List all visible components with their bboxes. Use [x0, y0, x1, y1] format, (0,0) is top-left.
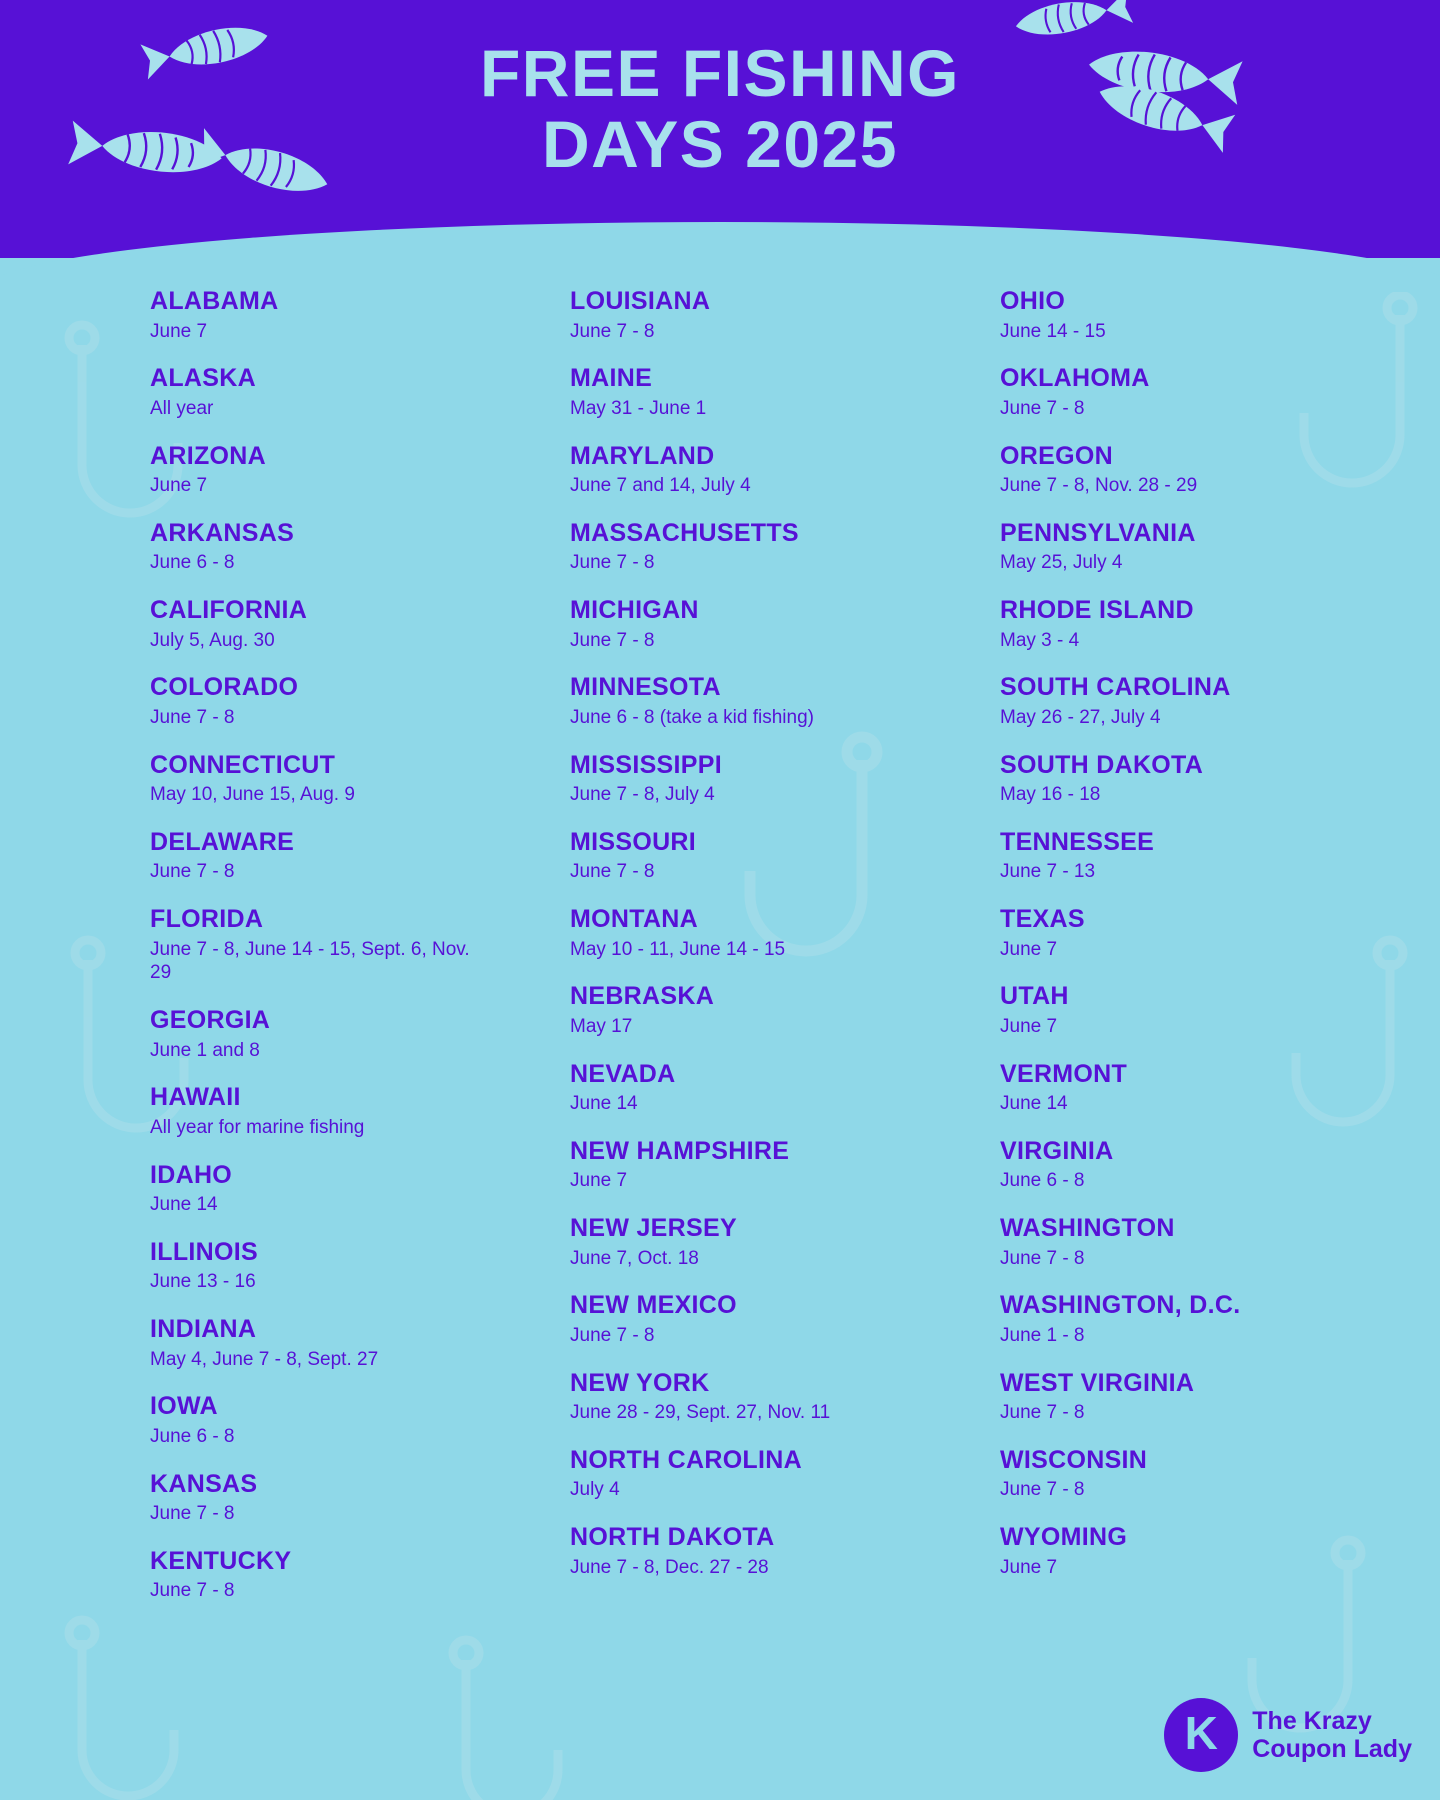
state-dates: June 6 - 8 (take a kid fishing) — [570, 706, 814, 728]
list-item — [570, 983, 915, 1038]
state-dates: June 7 — [570, 1170, 628, 1192]
state-dates: June 7 and 14, July 4 — [570, 475, 751, 496]
list-item — [570, 674, 915, 729]
list-item — [150, 1007, 495, 1062]
state-name: NEW MEXICO — [570, 1291, 737, 1320]
state-dates: June 7 — [1000, 1015, 1058, 1037]
list-item — [570, 829, 915, 884]
state-dates: June 7 — [1000, 1556, 1058, 1578]
state-name: CALIFORNIA — [150, 596, 308, 624]
list-item — [1000, 288, 1345, 343]
state-dates: June 7 - 8 — [150, 706, 235, 728]
state-dates: June 7 - 8, Dec. 27 - 28 — [570, 1556, 769, 1578]
list-item — [150, 597, 495, 652]
state-dates: June 7 - 8 — [570, 552, 655, 574]
state-name: ILLINOIS — [150, 1237, 258, 1266]
title-line-2: DAYS 2025 — [542, 107, 898, 182]
state-dates: June 7 - 8 — [150, 861, 235, 883]
column-2 — [570, 288, 915, 1625]
list-item — [150, 365, 495, 420]
page-title — [0, 38, 1440, 181]
list-item — [570, 1370, 915, 1425]
list-item — [1000, 829, 1345, 884]
state-dates: May 31 - June 1 — [570, 397, 707, 419]
state-name: MAINE — [570, 364, 653, 393]
state-dates: June 14 — [1000, 1093, 1068, 1114]
state-name: NORTH CAROLINA — [570, 1445, 802, 1474]
state-dates: June 14 - 15 — [1000, 320, 1106, 342]
list-item — [150, 443, 495, 498]
state-name: NEW HAMPSHIRE — [570, 1136, 790, 1165]
state-name: HAWAII — [150, 1083, 241, 1112]
brand-logo — [1164, 1698, 1412, 1772]
poster-header — [0, 0, 1440, 258]
state-name: OKLAHOMA — [1000, 364, 1150, 393]
list-item — [570, 1215, 915, 1270]
state-name: MARYLAND — [570, 441, 715, 470]
state-dates: May 26 - 27, July 4 — [1000, 706, 1161, 728]
state-name: TENNESSEE — [1000, 827, 1155, 856]
state-dates: June 6 - 8 — [1000, 1170, 1085, 1192]
state-dates: All year — [150, 397, 214, 419]
list-item — [150, 1239, 495, 1294]
state-name: NEBRASKA — [570, 982, 715, 1011]
logo-text-line-2: Coupon Lady — [1252, 1735, 1412, 1763]
list-item — [150, 1393, 495, 1448]
state-dates: July 5, Aug. 30 — [150, 629, 275, 651]
state-dates: June 7 - 8 — [150, 1580, 235, 1602]
state-name: WYOMING — [1000, 1523, 1128, 1551]
logo-text-line-1: The Krazy — [1252, 1707, 1372, 1735]
column-1 — [150, 288, 495, 1625]
state-name: IDAHO — [150, 1160, 233, 1189]
state-name: MISSISSIPPI — [570, 750, 722, 779]
state-name: MINNESOTA — [570, 673, 721, 702]
state-name: WASHINGTON, D.C. — [1000, 1291, 1241, 1320]
state-dates: June 7 - 8 — [570, 861, 655, 883]
state-name: MISSOURI — [570, 827, 697, 856]
state-name: NEVADA — [570, 1059, 676, 1088]
list-item — [150, 674, 495, 729]
state-name: NEW JERSEY — [570, 1214, 737, 1242]
list-item — [1000, 1524, 1345, 1579]
state-dates: May 10 - 11, June 14 - 15 — [570, 938, 786, 960]
state-name: MONTANA — [570, 905, 699, 933]
list-item — [150, 520, 495, 575]
state-name: ARIZONA — [150, 441, 266, 470]
state-name: COLORADO — [150, 673, 299, 702]
state-name: MICHIGAN — [570, 596, 699, 624]
state-dates: June 13 - 16 — [150, 1271, 256, 1293]
state-dates: All year for marine fishing — [150, 1116, 365, 1138]
state-dates: June 7 - 8, June 14 - 15, Sept. 6, Nov. 29 — [150, 938, 470, 984]
state-dates: June 6 - 8 — [150, 1425, 235, 1447]
state-name: FLORIDA — [150, 905, 264, 933]
list-item — [150, 288, 495, 343]
state-name: UTAH — [1000, 982, 1069, 1011]
list-item — [1000, 597, 1345, 652]
list-item — [1000, 906, 1345, 961]
list-item — [1000, 1292, 1345, 1347]
list-item — [1000, 365, 1345, 420]
state-dates: June 1 and 8 — [150, 1039, 260, 1061]
state-name: IOWA — [150, 1392, 218, 1421]
state-dates: July 4 — [570, 1479, 620, 1501]
list-item — [150, 1316, 495, 1371]
state-dates: June 7 - 8 — [1000, 397, 1085, 419]
state-dates: June 7 - 8 — [570, 629, 655, 651]
column-3 — [1000, 288, 1345, 1625]
state-dates: June 7 - 8, July 4 — [570, 784, 715, 805]
state-name: OREGON — [1000, 441, 1113, 470]
state-dates: June 7 - 13 — [1000, 861, 1096, 883]
list-item — [570, 365, 915, 420]
list-item — [150, 1084, 495, 1139]
state-dates: June 7 — [150, 475, 208, 496]
list-item — [570, 1061, 915, 1116]
state-name: GEORGIA — [150, 1006, 271, 1034]
logo-mark-icon: K — [1164, 1698, 1238, 1772]
state-dates: May 4, June 7 - 8, Sept. 27 — [150, 1348, 379, 1370]
state-dates: June 1 - 8 — [1000, 1324, 1085, 1346]
list-item — [1000, 1370, 1345, 1425]
state-name: PENNSYLVANIA — [1000, 518, 1196, 547]
state-name: CONNECTICUT — [150, 750, 336, 779]
list-item — [570, 1138, 915, 1193]
state-name: LOUISIANA — [570, 287, 711, 315]
list-item — [1000, 1138, 1345, 1193]
state-list-columns — [0, 288, 1440, 1625]
list-item — [1000, 1447, 1345, 1502]
state-name: NORTH DAKOTA — [570, 1523, 775, 1551]
list-item — [150, 1162, 495, 1217]
state-name: SOUTH DAKOTA — [1000, 750, 1204, 779]
list-item — [1000, 1061, 1345, 1116]
logo-text — [1252, 1707, 1412, 1763]
state-dates: May 17 — [570, 1015, 633, 1037]
list-item — [570, 443, 915, 498]
state-dates: June 7 - 8 — [570, 1324, 655, 1346]
state-dates: June 7 - 8 — [150, 1503, 235, 1524]
list-item — [150, 1471, 495, 1526]
list-item — [570, 597, 915, 652]
fish-icon — [1013, 0, 1133, 43]
state-dates: June 7, Oct. 18 — [570, 1247, 699, 1269]
list-item — [150, 1548, 495, 1603]
list-item — [1000, 520, 1345, 575]
state-dates: June 14 — [150, 1194, 218, 1215]
state-name: TEXAS — [1000, 905, 1085, 933]
list-item — [570, 1447, 915, 1502]
list-item — [570, 1292, 915, 1347]
state-name: RHODE ISLAND — [1000, 596, 1194, 624]
state-dates: June 7 - 8 — [1000, 1402, 1085, 1423]
state-name: KANSAS — [150, 1469, 258, 1498]
state-dates: June 7 - 8 — [1000, 1247, 1085, 1269]
title-line-1: FREE FISHING — [479, 36, 961, 110]
state-dates: May 16 - 18 — [1000, 784, 1101, 805]
state-dates: May 25, July 4 — [1000, 552, 1123, 574]
state-name: ALABAMA — [150, 287, 279, 315]
state-name: VIRGINIA — [1000, 1136, 1114, 1165]
state-name: VERMONT — [1000, 1059, 1128, 1088]
state-name: MASSACHUSETTS — [570, 518, 799, 547]
list-item — [570, 752, 915, 807]
state-dates: June 7 - 8, Nov. 28 - 29 — [1000, 475, 1198, 496]
list-item — [570, 1524, 915, 1579]
state-dates: May 10, June 15, Aug. 9 — [150, 784, 355, 805]
list-item — [570, 520, 915, 575]
list-item — [570, 288, 915, 343]
state-name: OHIO — [1000, 287, 1066, 315]
state-name: ARKANSAS — [150, 518, 295, 547]
state-name: NEW YORK — [570, 1368, 710, 1397]
state-name: ALASKA — [150, 364, 256, 393]
list-item — [1000, 674, 1345, 729]
state-dates: May 3 - 4 — [1000, 629, 1080, 651]
list-item — [1000, 983, 1345, 1038]
state-dates: June 28 - 29, Sept. 27, Nov. 11 — [570, 1402, 831, 1423]
list-item — [1000, 752, 1345, 807]
state-dates: June 6 - 8 — [150, 552, 235, 574]
state-name: DELAWARE — [150, 827, 295, 856]
state-name: WASHINGTON — [1000, 1214, 1175, 1242]
state-name: SOUTH CAROLINA — [1000, 673, 1231, 702]
list-item — [1000, 443, 1345, 498]
state-name: WISCONSIN — [1000, 1445, 1148, 1474]
state-dates: June 7 - 8 — [1000, 1479, 1085, 1501]
state-name: INDIANA — [150, 1315, 257, 1343]
state-dates: June 7 — [1000, 938, 1058, 960]
state-dates: June 7 - 8 — [570, 320, 655, 342]
list-item — [150, 752, 495, 807]
state-name: KENTUCKY — [150, 1546, 292, 1575]
list-item — [150, 829, 495, 884]
state-name: WEST VIRGINIA — [1000, 1368, 1195, 1397]
state-dates: June 7 — [150, 320, 208, 342]
state-dates: June 14 — [570, 1093, 638, 1114]
list-item — [1000, 1215, 1345, 1270]
list-item — [570, 906, 915, 961]
list-item — [150, 906, 495, 985]
